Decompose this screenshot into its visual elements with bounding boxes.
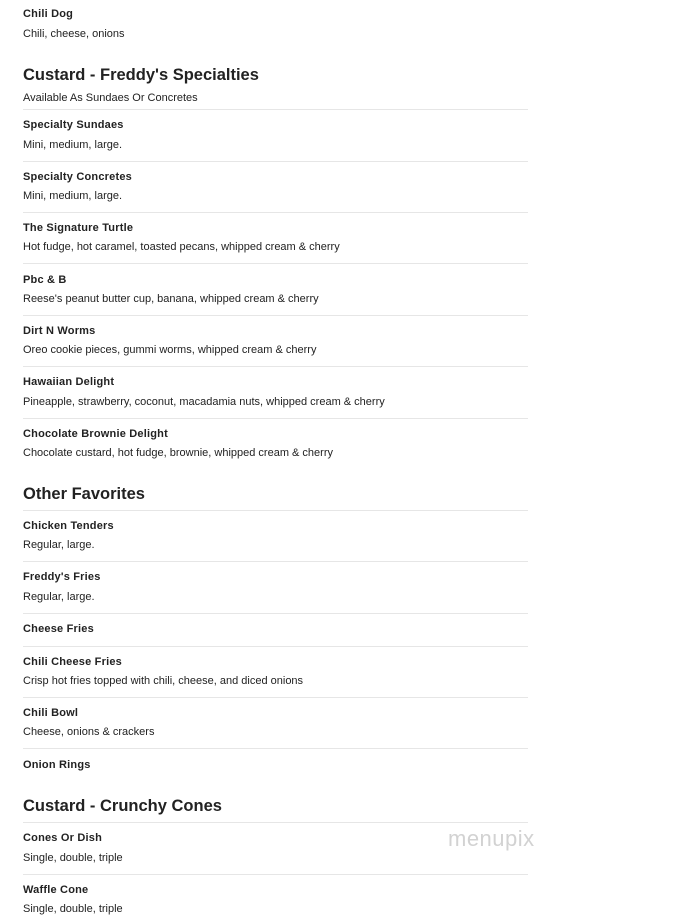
divider	[23, 874, 528, 875]
menu-item-desc: Regular, large.	[23, 591, 95, 603]
menu-item-name: Chili Dog	[23, 8, 74, 20]
divider	[23, 263, 528, 264]
menu-item-desc: Crisp hot fries topped with chili, cheese, and diced onions	[23, 675, 304, 687]
divider	[23, 315, 528, 316]
divider	[23, 646, 528, 647]
menu-item-desc: Mini, medium, large.	[23, 139, 123, 151]
menu-item-onion-rings: Onion Rings	[23, 759, 91, 771]
menu-item-signature-turtle: The Signature Turtle	[23, 222, 134, 234]
menu-item-desc: Single, double, triple	[23, 852, 123, 864]
menu-item-chili-cheese-fries: Chili Cheese Fries	[23, 656, 122, 668]
section-subtitle: Available As Sundaes Or Concretes	[23, 92, 198, 104]
divider	[23, 161, 528, 162]
divider	[23, 366, 528, 367]
menu-item-cheese-fries: Cheese Fries	[23, 623, 94, 635]
divider	[23, 748, 528, 749]
section-title-crunchy-cones: Custard - Crunchy Cones	[23, 797, 222, 815]
menu-item-specialty-concretes: Specialty Concretes	[23, 171, 132, 183]
menu-item-desc: Hot fudge, hot caramel, toasted pecans, whipped cream & cherry	[23, 241, 340, 253]
menu-item-desc: Pineapple, strawberry, coconut, macadamia nuts, whipped cream & cherry	[23, 396, 385, 408]
menu-item-desc: Single, double, triple	[23, 903, 123, 915]
menupix-watermark: menupix	[448, 826, 535, 851]
section-title-other-favorites: Other Favorites	[23, 485, 145, 503]
divider	[23, 822, 528, 823]
menu-item-freddys-fries: Freddy's Fries	[23, 571, 101, 583]
divider	[23, 109, 528, 110]
section-title-freddys-specialties: Custard - Freddy's Specialties	[23, 66, 259, 84]
divider	[23, 697, 528, 698]
divider	[23, 418, 528, 419]
divider	[23, 613, 528, 614]
menu-item-desc: Reese's peanut butter cup, banana, whipped cream & cherry	[23, 293, 319, 305]
divider	[23, 510, 528, 511]
menu-item-pbc-b: Pbc & B	[23, 274, 67, 286]
menu-item-chili-bowl: Chili Bowl	[23, 707, 79, 719]
menu-item-desc: Regular, large.	[23, 539, 95, 551]
menu-item-specialty-sundaes: Specialty Sundaes	[23, 119, 124, 131]
menu-item-desc: Cheese, onions & crackers	[23, 726, 155, 738]
menu-item-hawaiian-delight: Hawaiian Delight	[23, 376, 115, 388]
menu-item-desc: Mini, medium, large.	[23, 190, 123, 202]
menu-item-dirt-n-worms: Dirt N Worms	[23, 325, 96, 337]
menu-item-cones-or-dish: Cones Or Dish	[23, 832, 103, 844]
menu-item-chocolate-brownie-delight: Chocolate Brownie Delight	[23, 428, 168, 440]
menu-item-desc: Oreo cookie pieces, gummi worms, whipped cream & cherry	[23, 344, 317, 356]
menu-item-desc: Chocolate custard, hot fudge, brownie, whipped cream & cherry	[23, 447, 333, 459]
menu-item-desc: Chili, cheese, onions	[23, 28, 125, 40]
menu-item-waffle-cone: Waffle Cone	[23, 884, 89, 896]
divider	[23, 212, 528, 213]
divider	[23, 561, 528, 562]
menu-item-chicken-tenders: Chicken Tenders	[23, 520, 114, 532]
